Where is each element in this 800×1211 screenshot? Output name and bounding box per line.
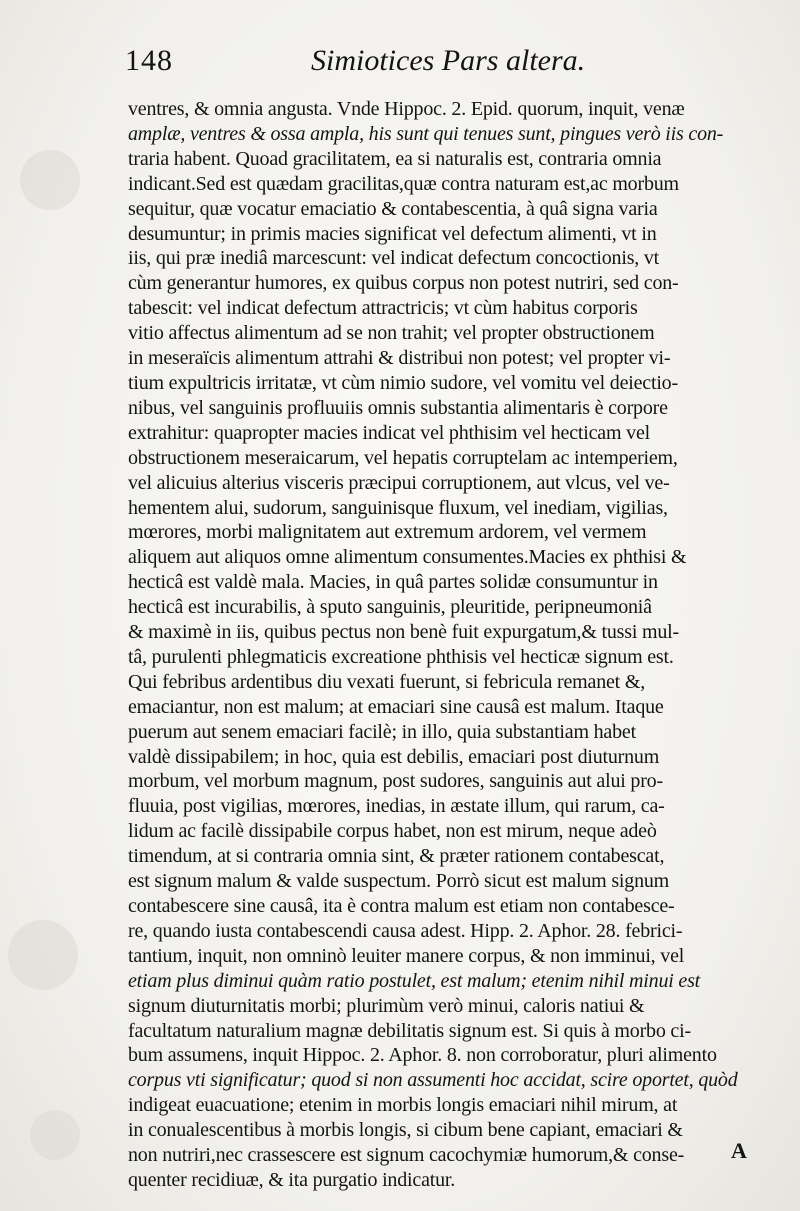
text-line: timendum, at si contraria omnia sint, & præter rationem contabescat,: [128, 845, 665, 868]
text-line: hecticâ est valdè mala. Macies, in quâ partes solidæ consumuntur in: [128, 571, 658, 594]
text-line: nibus, vel sanguinis profluuiis omnis substantia alimentaris è corpore: [128, 396, 668, 419]
text-line: ventres, & omnia angusta. Vnde Hippoc. 2. Epid. quorum, inquit, venæ: [128, 98, 685, 120]
text-line: traria habent. Quoad gracilitatem, ea si naturalis est, contraria omnia: [128, 147, 662, 170]
text-line: morbum, vel morbum magnum, post sudores, sanguinis aut alui pro-: [128, 770, 663, 793]
page-header: [125, 38, 685, 88]
text-line: amplæ, ventres & ossa ampla, his sunt qui tenues sunt, pingues verò iis con-: [128, 122, 724, 145]
text-line: Qui febribus ardentibus diu vexati fuerunt, si febricula remanet &,: [128, 670, 645, 693]
text-line: tâ, purulenti phlegmaticis excreatione phthisis vel hecticæ signum est.: [128, 645, 674, 668]
text-line: signum diuturnitatis morbi; plurimùm verò minui, caloris natiui &: [128, 994, 645, 1017]
text-line: desumuntur; in primis macies significat vel defectum alimenti, vt in: [128, 222, 657, 245]
text-line: obstructionem meseraicarum, vel hepatis corruptelam ac intemperiem,: [128, 446, 678, 469]
text-line: quenter recidiuæ, & ita purgatio indicatur.: [128, 1168, 456, 1191]
text-line: emaciantur, non est malum; at emaciari sine causâ est malum. Itaque: [128, 695, 664, 718]
text-line: tium expultricis irritatæ, vt cùm nimio sudore, vel vomitu vel deiectio-: [128, 371, 678, 394]
text-line: extrahitur: quapropter macies indicat vel phthisim vel hecticam vel: [128, 421, 650, 444]
text-line: in meseraïcis alimentum attrahi & distribui non potest; vel propter vi-: [128, 347, 671, 370]
text-line: sequitur, quæ vocatur emaciatio & contabescentia, à quâ signa varia: [128, 197, 658, 220]
paper-stain: [30, 1110, 80, 1160]
text-line: facultatum naturalium magnæ debilitatis signum est. Si quis à morbo ci-: [128, 1019, 691, 1042]
text-line: fluuia, post vigilias, mœrores, inedias, in æstate illum, qui rarum, ca-: [128, 795, 665, 818]
text-line: bum assumens, inquit Hippoc. 2. Aphor. 8. non corroboratur, pluri alimento: [128, 1044, 717, 1067]
text-line: in conualescentibus à morbis longis, si cibum bene capiant, emaciari &: [128, 1119, 683, 1142]
page-number: 148: [125, 44, 173, 77]
text-line: vitio affectus alimentum ad se non trahit; vel propter obstructionem: [128, 322, 655, 345]
text-line: hementem alui, sudorum, sanguinisque fluxum, vel inediam, vigilias,: [128, 496, 668, 519]
text-line: & maximè in iis, quibus pectus non benè fuit expurgatum,& tussi mul-: [128, 621, 679, 644]
text-line: valdè dissipabilem; in hoc, quia est debilis, emaciari post diuturnum: [128, 745, 660, 768]
text-line: etiam plus diminui quàm ratio postulet, est malum; etenim nihil minui est: [128, 969, 701, 992]
paper-stain: [8, 920, 78, 990]
text-line: est signum malum & valde suspectum. Porrò sicut est malum signum: [128, 870, 670, 893]
text-line: puerum aut senem emaciari facilè; in illo, quia substantiam habet: [128, 720, 636, 743]
text-line: indigeat euacuatione; etenim in morbis longis emaciari nihil mirum, at: [128, 1094, 678, 1117]
text-line: tabescit: vel indicat defectum attractricis; vt cùm habitus corporis: [128, 297, 638, 320]
text-line: tantium, inquit, non omninò leuiter manere corpus, & non imminui, vel: [128, 944, 685, 967]
text-line: iis, qui præ inediâ marcescunt: vel indicat defectum concoctionis, vt: [128, 247, 660, 270]
signature-mark: A: [731, 1138, 747, 1163]
running-head: Simiotices Pars altera.: [311, 44, 586, 77]
text-line: aliquem aut aliquos omne alimentum consumentes.Macies ex phthisi &: [128, 546, 687, 569]
text-line: indicant.Sed est quædam gracilitas,quæ contra naturam est,ac morbum: [128, 172, 679, 195]
body-text: [128, 97, 750, 1193]
text-line: lidum ac facilè dissipabile corpus habet, non est mirum, neque adeò: [128, 820, 657, 843]
text-line: corpus vti significatur; quod si non assumenti hoc accidat, scire oportet, quòd: [128, 1069, 738, 1092]
text-line: non nutriri,nec crassescere est signum cacochymiæ humorum,& conse-: [128, 1144, 685, 1167]
text-line: cùm generantur humores, ex quibus corpus non potest nutriri, sed con-: [128, 272, 679, 295]
text-line: mœrores, morbi malignitatem aut extremum ardorem, vel vermem: [128, 521, 647, 544]
text-line: re, quando iusta contabescendi causa adest. Hipp. 2. Aphor. 28. febrici-: [128, 919, 683, 942]
paper-stain: [20, 150, 80, 210]
text-line: vel alicuius alterius visceris præcipui corruptionem, aut vlcus, vel ve-: [128, 471, 670, 494]
text-line: hecticâ est incurabilis, à sputo sanguinis, pleuritide, peripneumoniâ: [128, 596, 652, 619]
text-line: contabescere sine causâ, ita è contra malum est etiam non contabesce-: [128, 895, 675, 917]
